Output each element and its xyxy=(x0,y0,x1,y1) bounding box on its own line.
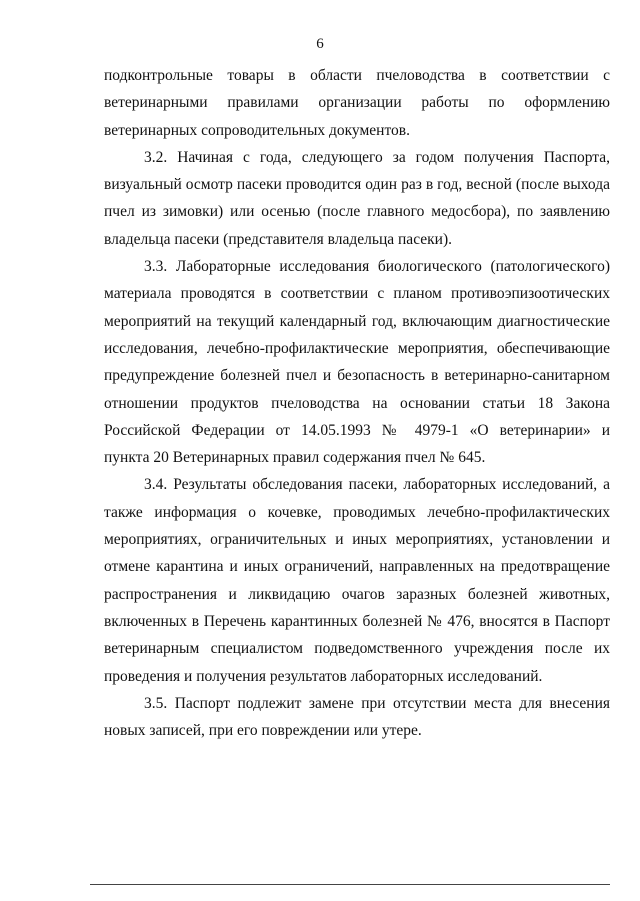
text-line: 3.5. Паспорт подлежит замене при отсутствии места для внесения xyxy=(144,694,610,712)
text-line: отмене карантина и иных ограничений, направленных на предотвращение xyxy=(104,558,610,576)
text-line: 3.4. Результаты обследования пасеки, лабораторных исследований, а xyxy=(144,476,610,494)
text-line: визуальный осмотр пасеки проводится один раз в год, весной (после выхода xyxy=(104,176,610,194)
document-body xyxy=(104,62,610,744)
text-line: новых записей, при его повреждении или утере. xyxy=(104,722,422,740)
text-line: ветеринарным специалистом подведомственного учреждения после их xyxy=(104,640,610,658)
text-line: пункта 20 Ветеринарных правил содержания пчел № 645. xyxy=(104,449,486,467)
text-line: распространения и ликвидацию очагов заразных болезней животных, xyxy=(104,585,610,603)
paragraph-3-2 xyxy=(104,144,610,253)
page-number: 6 xyxy=(316,36,324,52)
text-line: включенных в Перечень карантинных болезней № 476, вносятся в Паспорт xyxy=(104,612,610,630)
paragraph-3-5 xyxy=(104,690,610,745)
text-line: ветеринарных сопроводительных документов. xyxy=(104,121,410,139)
text-line: проведения и получения результатов лабораторных исследований. xyxy=(104,667,543,685)
text-line: ветеринарными правилами организации работы по оформлению xyxy=(104,94,610,112)
text-line: пчел из зимовки) или осенью (после главного медосбора), по заявлению xyxy=(104,203,610,221)
paragraph-3-3 xyxy=(104,253,610,471)
text-line: 3.3. Лабораторные исследования биологического (патологического) xyxy=(144,258,610,276)
text-line: мероприятиях, ограничительных и иных мероприятиях, установлении и xyxy=(104,531,610,549)
text-line: предупреждение болезней пчел и безопасность в ветеринарно-санитарном xyxy=(104,367,610,385)
text-line: исследования, лечебно-профилактические мероприятия, обеспечивающие xyxy=(104,339,610,357)
paragraph-3-4 xyxy=(104,471,610,689)
text-line: мероприятий на текущий календарный год, включающим диагностические xyxy=(104,312,610,330)
text-line: материала проводятся в соответствии с планом противоэпизоотических xyxy=(104,285,610,303)
text-line: Российской Федерации от 14.05.1993 № 4979-1 «О ветеринарии» и xyxy=(104,421,610,439)
text-line: также информация о кочевке, проводимых лечебно-профилактических xyxy=(104,503,610,521)
text-line: 3.2. Начиная с года, следующего за годом получения Паспорта, xyxy=(144,148,610,166)
text-line: владельца пасеки (представителя владельца пасеки). xyxy=(104,230,453,248)
footer-rule xyxy=(90,884,610,885)
paragraph-continuation xyxy=(104,62,610,144)
text-line: отношении продуктов пчеловодства на основании статьи 18 Закона xyxy=(104,394,610,412)
text-line: подконтрольные товары в области пчеловодства в соответствии с xyxy=(104,67,610,84)
